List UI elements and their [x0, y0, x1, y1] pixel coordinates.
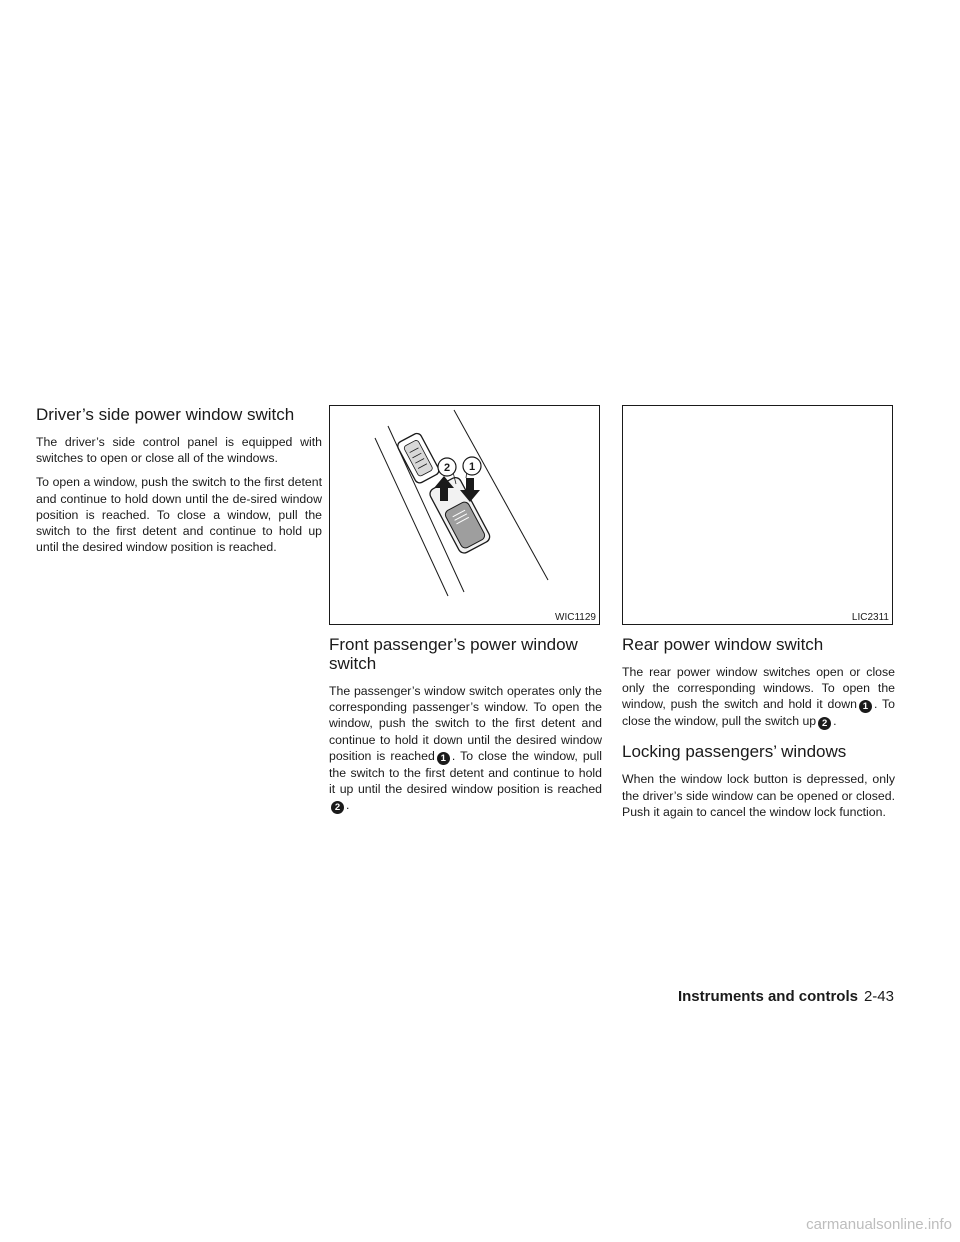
heading-front-passenger: Front passenger’s power window switch	[329, 635, 578, 673]
column-rear-locking	[622, 405, 895, 828]
figure-rear-switch	[622, 405, 893, 625]
heading-locking-windows: Locking passengers’ windows	[622, 742, 847, 762]
marker-1-icon: 1	[437, 752, 450, 765]
marker-2-icon: 2	[818, 717, 831, 730]
paragraph-driver-operation: To open a window, push the switch to the first detent and continue to hold down until the de-sired window position is reached. To close a window, pull the switch to the first detent and continue to hold up until the desired window position is reached.	[36, 475, 322, 555]
paragraph-locking-windows: When the window lock button is depressed, only the driver’s side window can be opened or closed. Push it again to cancel the window lock function.	[622, 772, 895, 819]
passenger-switch-illustration	[330, 406, 601, 626]
column-driver-switch	[36, 405, 322, 563]
heading-rear-switch: Rear power window switch	[622, 635, 824, 654]
figure-code: WIC1129	[555, 612, 596, 623]
callout-1-label: 1	[468, 461, 476, 473]
marker-2-icon: 2	[331, 801, 344, 814]
paragraph-text-c: .	[346, 798, 350, 813]
paragraph-front-passenger	[329, 683, 602, 814]
paragraph-text-a: The rear power window switches open or close only the corresponding windows. To open the window, push the switch and hold it down	[622, 665, 895, 712]
paragraph-text-a: The passenger’s window switch operates only the corresponding passenger’s window. To open the window, push the switch to the first detent and continue to hold it down until the desired window position is reached	[329, 684, 602, 763]
figure-passenger-switch	[329, 405, 600, 625]
paragraph-rear-switch	[622, 664, 895, 730]
heading-driver-switch: Driver’s side power window switch	[36, 405, 295, 424]
footer-section: Instruments and controls	[677, 988, 858, 1005]
callout-2-label: 2	[443, 462, 451, 474]
footer-page-number: 2-43	[863, 988, 894, 1005]
page-footer	[678, 988, 894, 1005]
column-front-passenger	[329, 405, 602, 822]
paragraph-text-b: . To close the window, pull the switch up	[622, 697, 895, 729]
watermark: carmanualsonline.info	[806, 1216, 952, 1233]
paragraph-text-c: .	[833, 714, 837, 729]
figure-code: LIC2311	[851, 612, 889, 623]
paragraph-driver-panel: The driver’s side control panel is equipped with switches to open or close all of the windows.	[36, 435, 322, 466]
marker-1-icon: 1	[859, 700, 872, 713]
paragraph-text-b: . To close the window, pull the switch to the first detent and continue to hold it up until the desired window position is reached	[329, 748, 602, 797]
